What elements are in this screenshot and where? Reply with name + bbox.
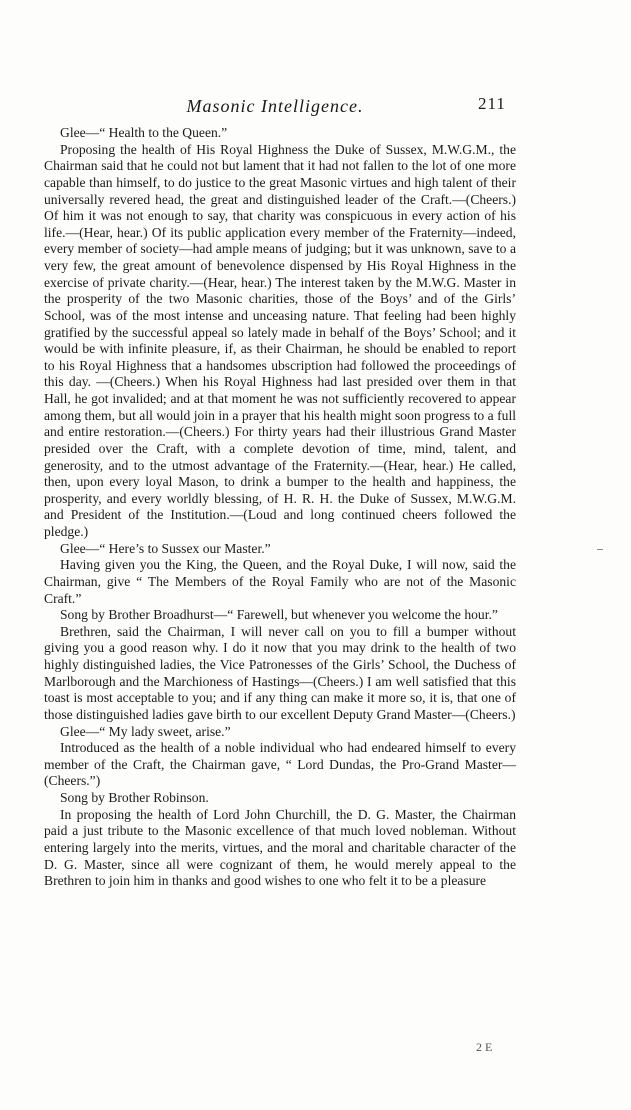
paragraph-song-robinson: Song by Brother Robinson.: [60, 790, 209, 805]
paragraph-sussex-toast: Proposing the health of His Royal Highness the Duke of Sussex, M.W.G.M., the Chairman said that he could not but lament that it had not fallen to the lot of one more capable than himself, to do justice to the great Masonic virtues and high talent of their universally revered head, the great and distinguished leader of the Craft.—(Cheers.) Of him it was not enough to say, that charity was conspicuous in every action of his life.—(Hear, hear.) Of its public application every member of the Fraternity—indeed, every member of society—had ample means of judging; but it was unknown, save to a very few, the great amount of benevolence dispensed by His Royal Highness in the exercise of private charity.—(Hear, hear.) The interest taken by the M.W.G. Master in the prosperity of the two Masonic charities, those of the Boys’ and of the Girls’ School, was of the most intense and unceasing nature. That feeling had been highly gratified by the successful appeal so lately made in behalf of the Boys’ School; and it would be with infinite pleasure, if, as their Chairman, he should be enabled to report to his Royal Highness that a handsomes ubscription had followed the proceedings of this day. —(Cheers.) When his Royal Highness had last presided over them in that Hall, he got invalided; and at that moment he was not sufficiently recovered to appear among them, but all would join in a prayer that his health might soon progress to a full and entire restoration.—(Cheers.) For thirty years had their illustrious Grand Master presided over the Craft, with a complete devotion of time, mind, talent, and generosity, and to the utmost advantage of the Fraternity.—(Hear, hear.) He called, then, upon every loyal Mason, to drink a bumper to the health and happiness, the prosperity, and every worldly blessing, of H. R. H. the Duke of Sussex, M.W.G.M. and President of the Institution.—(Loud and long continued cheers followed the pledge.): [44, 141, 516, 539]
paragraph-glee-sussex: Glee—“ Here’s to Sussex our Master.”: [60, 540, 271, 556]
paragraph-song-broadhurst: Song by Brother Broadhurst—“ Farewell, but whenever you welcome the hour.”: [60, 607, 498, 623]
page-number: 211: [478, 94, 506, 113]
paragraph-dundas-toast: Introduced as the health of a noble individual who had endeared himself to every member of the Craft, the Chairman gave, “ Lord Dundas, the Pro-Grand Master—(Cheers.”): [44, 740, 516, 789]
running-title: Masonic Intelligence.: [186, 96, 364, 116]
paragraph-ladies-toast: Brethren, said the Chairman, I will never call on you to fill a bumper without giving you a good reason why. I do it now that you may drink to the health of two highly distinguished ladies, the Vice Patronesses of the Girls’ School, the Duchess of Marlborough and the Marchioness of Hastings—(Cheers.) I am well satisfied that this toast is most acceptable to you; and if any thing can make it more so, it is, that one of those distinguished ladies gave birth to our excellent Deputy Grand Master—(Cheers.): [44, 623, 516, 722]
article-body: [44, 125, 516, 890]
margin-mark: [597, 549, 603, 550]
paragraph-glee-lady: Glee—“ My lady sweet, arise.”: [60, 723, 231, 739]
signature-mark: 2 E: [476, 1040, 493, 1054]
paragraph-glee-queen: Glee—“ Health to the Queen.”: [60, 125, 228, 140]
paragraph-royal-family-toast: Having given you the King, the Queen, and the Royal Duke, I will now, said the Chairman, give “ The Members of the Royal Family who are not of the Masonic Craft.”: [44, 557, 516, 606]
paragraph-churchill-toast: In proposing the health of Lord John Churchill, the D. G. Master, the Chairman paid a just tribute to the Masonic excellence of that much loved nobleman. Without entering largely into the merits, virtues, and the moral and charitable character of the D. G. Master, since all were cognizant of them, he would merely appeal to the Brethren to join him in thanks and good wishes to one who felt it to be a pleasure: [44, 806, 516, 889]
